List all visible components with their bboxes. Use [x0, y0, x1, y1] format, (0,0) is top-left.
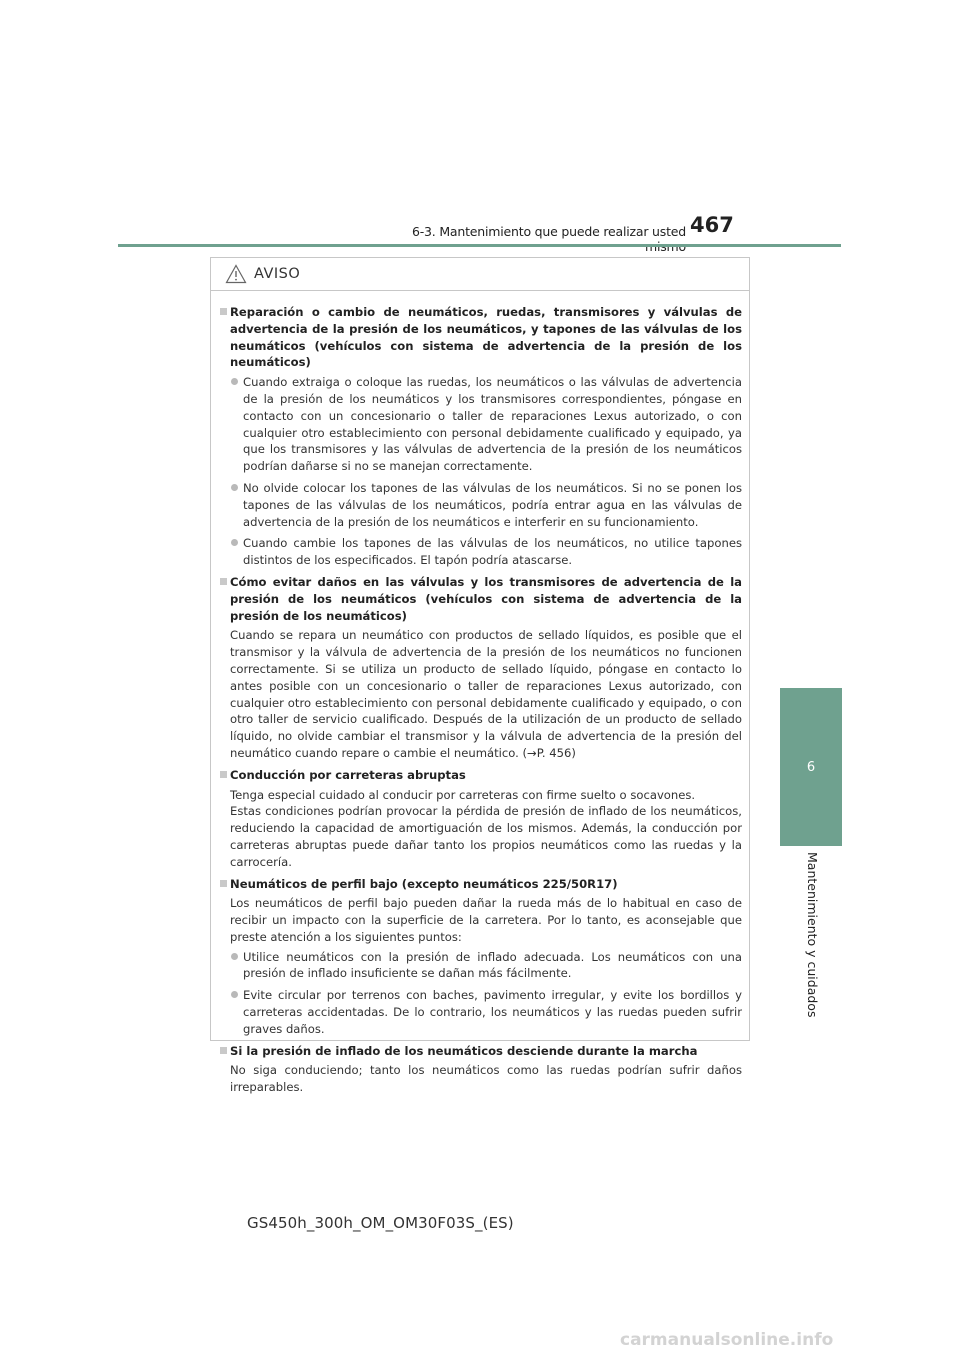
chapter-label: Mantenimiento y cuidados: [805, 852, 820, 1018]
section-title: Cómo evitar daños en las válvulas y los transmisores de advertencia de la presión de los neumáticos (vehículos con sistema de advertencia de la presión de los neumáticos): [220, 574, 742, 624]
warning-section: [220, 304, 742, 569]
header-rule: [118, 244, 841, 247]
warning-body: [211, 291, 749, 1096]
section-text: Cuando se repara un neumático con productos de sellado líquidos, es posible que el transmisor y la válvula de advertencia de la presión de los neumáticos no funcionen correctamente. Si se utiliza un producto de sellado líquido, póngase en contacto lo antes posible con un concesionario o taller de reparaciones Lexus autorizado, con cualquier otro establecimiento con personal debidamente cualificado y equipado, o con otro taller de servicio cualificado. Después de la utilización de un producto de sellado líquido, no olvide cambiar el transmisor y la válvula de advertencia de la presión del neumático cuando repare o cambie el neumático. (→P. 456): [230, 628, 742, 760]
bullet-item: Utilice neumáticos con la presión de inflado adecuada. Los neumáticos con una presión de inflado insuficiente se dañan más fácilmente.: [230, 949, 742, 983]
section-title: Conducción por carreteras abruptas: [220, 767, 742, 784]
section-title: Reparación o cambio de neumáticos, ruedas, transmisores y válvulas de advertencia de la presión de los neumáticos, y tapones de las válvulas de los neumáticos (vehículos con sistema de advertencia de la presión de los neumáticos): [220, 304, 742, 371]
bullet-list: [230, 374, 742, 569]
page-number: 467: [690, 213, 734, 237]
warning-title: AVISO: [254, 266, 301, 282]
bullet-item: No olvide colocar los tapones de las válvulas de los neumáticos. Si no se ponen los tapones de las válvulas de los neumáticos, podría entrar agua en las válvulas de advertencia de la presión de los neumáticos e interferir en su funcionamiento.: [230, 480, 742, 530]
section-text: Estas condiciones podrían provocar la pérdida de presión de inflado de los neumáticos, reduciendo la capacidad de amortiguación de los mismos. Además, la conducción por carreteras abruptas puede dañar tanto los propios neumáticos como las ruedas y la carrocería.: [230, 804, 742, 869]
bullet-item: Evite circular por terrenos con baches, pavimento irregular, y evite los bordillos y carreteras accidentadas. De lo contrario, los neumáticos y las ruedas pueden sufrir graves daños.: [230, 987, 742, 1037]
document-id: GS450h_300h_OM_OM30F03S_(ES): [247, 1214, 514, 1232]
header-section-title: 6-3. Mantenimiento que puede realizar usted: [411, 224, 686, 239]
warning-triangle-icon: [225, 264, 247, 284]
section-title: Si la presión de inflado de los neumáticos desciende durante la marcha: [220, 1043, 742, 1060]
section-text: Los neumáticos de perfil bajo pueden dañar la rueda más de lo habitual en caso de recibir un impacto con la superficie de la carretera. Por lo tanto, es aconsejable que preste atención a los siguientes puntos:: [230, 896, 742, 944]
warning-section: [220, 1043, 742, 1096]
bullet-item: Cuando cambie los tapones de las válvulas de los neumáticos, no utilice tapones distintos de los especificados. El tapón podría atascarse.: [230, 535, 742, 569]
chapter-number: 6: [806, 759, 816, 775]
section-text: No siga conduciendo; tanto los neumáticos como las ruedas podrían sufrir daños irreparables.: [230, 1063, 742, 1095]
watermark: carmanualsonline.info: [620, 1330, 834, 1350]
chapter-label-container: [781, 852, 841, 1112]
warning-section: [220, 767, 742, 871]
warning-section: [220, 574, 742, 762]
warning-section: [220, 876, 742, 1038]
warning-box: [210, 257, 750, 1095]
chapter-tab[interactable]: [780, 688, 842, 846]
section-title: Neumáticos de perfil bajo (excepto neumáticos 225/50R17): [220, 876, 742, 893]
section-text: Tenga especial cuidado al conducir por carreteras con firme suelto o socavones.: [230, 787, 696, 802]
bullet-list: [230, 949, 742, 1038]
bullet-item: Cuando extraiga o coloque las ruedas, los neumáticos o las válvulas de advertencia de la presión de los neumáticos y los transmisores correspondientes, póngase en contacto con un concesionario o taller de reparaciones Lexus autorizado, o con cualquier otro establecimiento con personal debidamente cualificado y equipado, ya que los transmisores y las válvulas de advertencia de la presión de los neumáticos podrían dañarse si no se manejan correctamente.: [230, 374, 742, 475]
warning-header: [211, 258, 749, 291]
